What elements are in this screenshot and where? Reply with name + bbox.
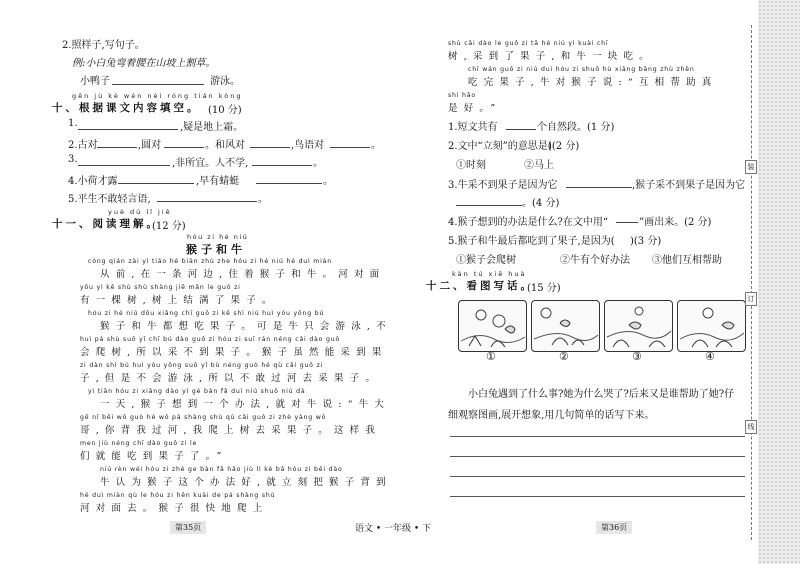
rq5-b: )(3 分) <box>630 236 662 247</box>
picture-panel-4 <box>677 300 746 352</box>
fill-2-blank-4[interactable] <box>330 147 370 148</box>
story-pinyin-7: gē nǐ bēi wǒ guò hé wǒ pá shàng shù qù cǎi guǒ zi zhè yàng wǒ <box>80 414 327 421</box>
rabbit-scene-illustration <box>532 301 599 351</box>
picture-label-1: ① <box>486 350 496 363</box>
q2-task-end: 游泳。 <box>210 76 240 87</box>
q2-example: 例:小白兔弯着腰在山坡上割草。 <box>72 58 216 69</box>
rq3-a: 3.牛采不到果子是因为它 <box>448 180 558 191</box>
writing-prompt-1: 小白兔遇到了什么事?她为什么哭了?后来又是谁帮助了她?仔 <box>468 389 735 400</box>
page-number-right: 第36页 <box>596 521 632 534</box>
story-title-pinyin: hóu zi hé niú <box>187 233 249 241</box>
fill-2-c: 。和风对 <box>205 140 245 151</box>
rq4-blank[interactable] <box>616 222 638 223</box>
sec12-title: 十二、看图写话。 <box>426 280 534 292</box>
story-line-2: 有一棵树,树上结满了果子。 <box>80 295 278 306</box>
story-line-9: 牛认为猴子这个办法好,就立刻把猴子背到 <box>100 477 392 488</box>
story-line-10: 河对面去。猴子很快地爬上 <box>80 503 269 514</box>
story-pinyin-3: hóu zi hé niú dōu xiǎng chī guǒ zi kě shì niú huì yóu yǒng bú <box>88 310 325 317</box>
rq4-b: ”画出来。(2 分) <box>639 217 712 228</box>
fill-4-b: ,早有蜻蜓 <box>196 176 240 187</box>
rq3-b: ,猴子采不到果子是因为它 <box>632 180 746 191</box>
fill-3-blank-1[interactable] <box>78 165 170 166</box>
story-pinyin-10: hé duì miàn qù le hóu zi hěn kuài de pá shàng shù <box>80 492 276 499</box>
fill-4-blank-2[interactable] <box>256 183 322 184</box>
sec11-title: 十一、阅读理解。 <box>52 218 160 230</box>
fill-2-blank-1[interactable] <box>97 147 137 148</box>
fill-4-blank-1[interactable] <box>118 183 194 184</box>
picture-label-2: ② <box>559 350 569 363</box>
fill-3-blank-2[interactable] <box>252 165 312 166</box>
sec10-pinyin: gēn jù kè wén nèi róng tián kòng <box>72 92 243 100</box>
story-line-7: 哥,你背我过河,我爬上树去采果子。这样我 <box>80 425 382 436</box>
right-line-2: 吃完果子,牛对猴子说:“互相帮助真 <box>468 77 718 88</box>
page-number-left: 第35页 <box>170 521 206 534</box>
fill-5-b: 。 <box>258 194 268 205</box>
picture-label-3: ③ <box>632 350 642 363</box>
rabbit-scene-illustration <box>459 301 526 351</box>
sec12-pinyin: kàn tú xiě huà <box>452 270 527 278</box>
fill-2-blank-2[interactable] <box>164 147 204 148</box>
center-footer: 语文 • 一年级 • 下 <box>355 524 432 534</box>
story-title: 猴子和牛 <box>186 243 246 256</box>
story-pinyin-4: huì pá shù suǒ yǐ chī bú dào guǒ zi hóu zi suī rán néng cǎi dào guǒ <box>80 336 341 343</box>
q2-title: 2.照样子,写句子。 <box>62 40 145 51</box>
rq3-blank-1[interactable] <box>566 187 632 188</box>
sec10-title: 十、根据课文内容填空。 <box>52 102 201 114</box>
story-pinyin-8: men jiù néng chī dào guǒ zi le <box>80 440 198 447</box>
story-pinyin-5: zi dàn shì bú huì yóu yǒng suǒ yǐ bù néng guò hé qù cǎi guǒ zi <box>80 362 324 369</box>
fill-1-blank[interactable] <box>78 129 178 130</box>
rq5-a: 5.猴子和牛最后都吃到了果子,是因为( <box>448 236 615 247</box>
rq2-b: )(2 分) <box>548 141 580 152</box>
picture-panel-2 <box>531 300 600 352</box>
fill-3-c: 。 <box>313 158 323 169</box>
right-pinyin-1: shù cǎi dào le guǒ zi tā hé niú yì kuài chī <box>448 40 609 47</box>
rq5-opt3[interactable]: ③他们互相帮助 <box>652 255 722 266</box>
story-line-4: 会爬树,所以采不到果子。猴子虽然能采到果 <box>80 347 388 358</box>
story-line-8: 们就能吃到果子了。” <box>80 451 228 462</box>
rq1-a: 1.短文共有 <box>448 122 498 133</box>
fill-1-text: ,疑是地上霜。 <box>180 122 244 133</box>
fill-5-blank[interactable] <box>157 201 257 202</box>
story-pinyin-6: yì tiān hóu zi xiǎng dào yí gè bàn fǎ duì niú shuō niú dà <box>88 388 306 395</box>
sec11-pinyin: yuè dú lǐ jiě <box>108 208 172 216</box>
fill-4-c: 。 <box>323 176 333 187</box>
writing-prompt-2: 细观察图画,展开想象,用几句简单的话写下来。 <box>448 410 655 421</box>
q2-blank[interactable] <box>112 84 204 85</box>
rq4-a: 4.猴子想到的办法是什么?在文中用“ <box>448 217 609 228</box>
rq2-a: 2.文中“立刻”的意思是( <box>448 141 552 152</box>
binding-margin <box>758 0 800 564</box>
binding-tab-2: 订 <box>745 292 757 306</box>
story-pinyin-9: niú rèn wéi hóu zi zhè ge bàn fǎ hǎo jiù lì kè bǎ hóu zi bēi dào <box>100 466 343 473</box>
story-line-3: 猴子和牛都想吃果子。可是牛只会游泳,不 <box>100 321 392 332</box>
fill-1-num: 1. <box>68 118 78 129</box>
right-line-3: 是好。” <box>448 103 502 114</box>
story-pinyin-1: cóng qián zài yì tiáo hé biān zhù zhe hóu zi hé niú hé duì miàn <box>88 258 332 265</box>
fill-2-blank-3[interactable] <box>250 147 290 148</box>
rabbit-scene-illustration <box>678 301 745 351</box>
fill-2-a: 2.古对 <box>68 140 98 151</box>
fill-3-b: ,非所宜。人不学, <box>172 158 249 169</box>
fill-2-d: ,鸟语对 <box>291 140 325 151</box>
story-line-1: 从前,在一条河边,住着猴子和牛。河对面 <box>100 269 386 280</box>
writing-line-4[interactable] <box>450 496 745 497</box>
binding-cut-line <box>751 25 752 540</box>
binding-tab-1: 装 <box>745 160 757 174</box>
right-pinyin-2: chī wán guǒ zi niú duì hóu zi shuō hù xiāng bāng zhù zhēn <box>468 66 695 73</box>
rq1-b: 个自然段。(1 分) <box>537 122 615 133</box>
right-pinyin-3: shì hǎo <box>448 92 476 99</box>
writing-line-3[interactable] <box>450 476 745 477</box>
binding-tab-3: 线 <box>745 420 757 434</box>
picture-label-4: ④ <box>705 350 715 363</box>
rabbit-scene-illustration <box>605 301 672 351</box>
fill-3-a: 3. <box>68 154 78 165</box>
fill-2-e: 。 <box>371 140 381 151</box>
fill-2-b: ,圆对 <box>138 140 162 151</box>
fill-4-a: 4.小荷才露 <box>68 176 118 187</box>
story-line-6: 一天,猴子想到一个办法,就对牛说:“牛大 <box>100 399 391 410</box>
rq5-opt1[interactable]: ①猴子会爬树 <box>456 255 516 266</box>
sec10-score: (10 分) <box>208 105 242 116</box>
sec12-score: (15 分) <box>527 283 561 294</box>
writing-line-2[interactable] <box>450 456 745 457</box>
rq1-blank[interactable] <box>506 129 536 130</box>
rq2-opt1[interactable]: ①时刻 <box>456 160 486 171</box>
right-line-1: 树,采到了果子,和牛一块吃。 <box>448 51 655 62</box>
fill-5-a: 5.平生不敢轻言语, <box>68 194 151 205</box>
story-line-5: 子,但是不会游泳,所以不敢过河去采果子。 <box>80 373 382 384</box>
rq5-opt2[interactable]: ②牛有个好办法 <box>560 255 630 266</box>
writing-line-1[interactable] <box>450 436 745 437</box>
rq2-opt2[interactable]: ②马上 <box>524 160 554 171</box>
rq3-blank-2[interactable] <box>456 205 522 206</box>
picture-panel-1 <box>458 300 527 352</box>
q2-task-subject: 小鸭子 <box>80 76 110 87</box>
story-pinyin-2: yǒu yì kē shù shù shàng jiē mǎn le guǒ zi <box>80 284 241 291</box>
sec11-score: (12 分) <box>152 221 186 232</box>
picture-panel-3 <box>604 300 673 352</box>
rq3-c: 。(4 分) <box>522 198 560 209</box>
